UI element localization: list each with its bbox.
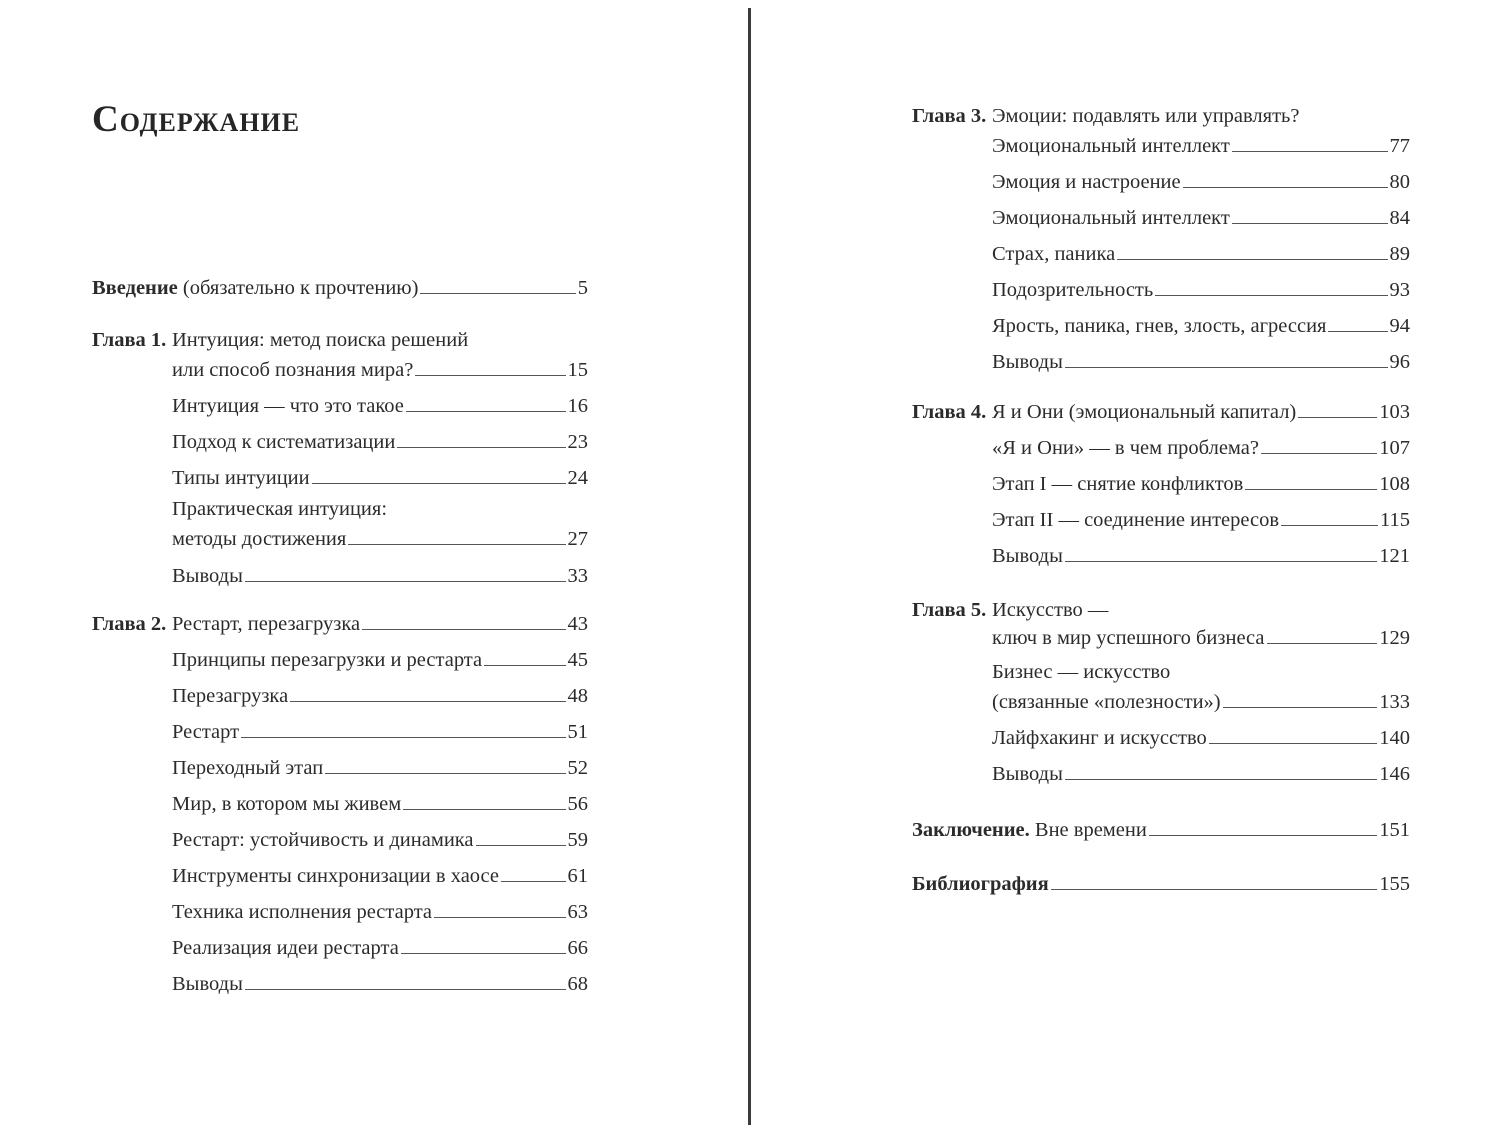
toc-entry[interactable]: Эмоциональный интеллект 84 <box>992 207 1410 229</box>
page-number: 108 <box>1379 473 1410 495</box>
page-number: 45 <box>567 649 588 671</box>
toc-entry[interactable]: Перезагрузка 48 <box>172 685 588 707</box>
page-number: 27 <box>567 528 588 550</box>
dot-leader <box>312 483 566 484</box>
toc-entry[interactable]: «Я и Они» — в чем проблема? 107 <box>992 437 1410 459</box>
chapter-title-line: Интуиция: метод поиска решений <box>172 329 469 351</box>
dot-leader <box>325 773 565 774</box>
page-number: 16 <box>567 395 588 417</box>
dot-leader <box>1065 367 1388 368</box>
chapter-title-line: Искусство — <box>992 599 1109 621</box>
dot-leader <box>1245 489 1377 490</box>
dot-leader <box>1328 331 1387 332</box>
page-number: 52 <box>567 757 588 779</box>
book-spine-divider <box>748 8 751 1125</box>
page-number: 5 <box>577 277 588 299</box>
dot-leader <box>245 989 566 990</box>
page-number: 43 <box>567 613 588 635</box>
dot-leader <box>401 953 566 954</box>
page-number: 68 <box>567 973 588 995</box>
dot-leader <box>245 581 566 582</box>
page-number: 59 <box>567 829 588 851</box>
toc-entry[interactable]: методы достижения 27 <box>172 528 588 550</box>
dot-leader <box>348 544 565 545</box>
toc-entry-bibliography[interactable]: Библиография 155 <box>912 873 1410 895</box>
dot-leader <box>1183 187 1388 188</box>
dot-leader <box>1232 223 1388 224</box>
toc-entry[interactable]: Страх, паника 89 <box>992 243 1410 265</box>
toc-entry[interactable]: Мир, в котором мы живем 56 <box>172 793 588 815</box>
dot-leader <box>1298 417 1377 418</box>
toc-entry-chapter-4[interactable]: Я и Они (эмоциональный капитал) 103 <box>992 401 1410 423</box>
toc-entry-line: Бизнес — искусство <box>992 661 1171 683</box>
toc-entry-label: Введение (обязательно к прочтению) <box>92 277 419 299</box>
page-number: 155 <box>1379 873 1410 895</box>
toc-entry-label: или способ познания мира? <box>172 359 414 381</box>
dot-leader <box>397 447 565 448</box>
toc-entry-chapter-1[interactable] <box>172 352 588 382</box>
toc-entry[interactable]: Выводы 121 <box>992 545 1410 567</box>
dot-leader <box>476 845 566 846</box>
page-number: 115 <box>1380 509 1410 531</box>
toc-entry[interactable]: Принципы перезагрузки и рестарта 45 <box>172 649 588 671</box>
toc-entry[interactable]: (связанные «полезности») 133 <box>992 691 1410 713</box>
page-number: 103 <box>1379 401 1410 423</box>
left-page <box>0 0 748 1125</box>
dot-leader <box>1232 151 1388 152</box>
page-title: Содержание <box>92 99 301 140</box>
page-number: 24 <box>567 467 588 489</box>
page-number: 129 <box>1379 627 1410 649</box>
toc-entry[interactable]: Подход к систематизации 23 <box>172 431 588 453</box>
page-number: 56 <box>567 793 588 815</box>
dot-leader <box>403 809 565 810</box>
toc-entry[interactable]: Реализация идеи рестарта 66 <box>172 937 588 959</box>
toc-entry-chapter-5[interactable]: ключ в мир успешного бизнеса 129 <box>992 627 1410 649</box>
page-number: 15 <box>567 359 588 381</box>
dot-leader <box>1261 453 1377 454</box>
dot-leader <box>415 375 565 376</box>
dot-leader <box>1155 295 1387 296</box>
toc-entry[interactable]: Этап I — снятие конфликтов 108 <box>992 473 1410 495</box>
toc-entry[interactable]: Выводы 146 <box>992 763 1410 785</box>
toc-entry-line: Практическая интуиция: <box>172 498 388 520</box>
chapter-prefix: Глава 3. <box>912 105 987 127</box>
dot-leader <box>1065 561 1377 562</box>
dot-leader <box>1051 889 1378 890</box>
toc-entry-conclusion[interactable]: Заключение. Вне времени 151 <box>912 819 1410 841</box>
page-number: 93 <box>1389 279 1410 301</box>
toc-entry[interactable]: Выводы 96 <box>992 351 1410 373</box>
dot-leader <box>501 881 566 882</box>
page-number: 80 <box>1389 171 1410 193</box>
page-number: 84 <box>1389 207 1410 229</box>
dot-leader <box>1223 707 1378 708</box>
page-number: 77 <box>1389 135 1410 157</box>
dot-leader <box>420 293 575 294</box>
toc-entry[interactable]: Выводы 68 <box>172 973 588 995</box>
toc-entry[interactable]: Подозрительность 93 <box>992 279 1410 301</box>
dot-leader <box>1117 259 1387 260</box>
toc-entry-introduction[interactable] <box>92 270 588 300</box>
toc-entry[interactable]: Рестарт: устойчивость и динамика 59 <box>172 829 588 851</box>
toc-entry[interactable]: Техника исполнения рестарта 63 <box>172 901 588 923</box>
right-page <box>752 0 1500 1125</box>
toc-entry-chapter-2[interactable]: Рестарт, перезагрузка 43 <box>172 613 588 635</box>
toc-entry[interactable]: Рестарт 51 <box>172 721 588 743</box>
toc-entry[interactable]: Лайфхакинг и искусство 140 <box>992 727 1410 749</box>
page-number: 89 <box>1389 243 1410 265</box>
toc-entry[interactable]: Эмоциональный интеллект 77 <box>992 135 1410 157</box>
page-number: 63 <box>567 901 588 923</box>
page-number: 23 <box>567 431 588 453</box>
toc-entry[interactable]: Эмоция и настроение 80 <box>992 171 1410 193</box>
page-number: 94 <box>1389 315 1410 337</box>
page-number: 107 <box>1379 437 1410 459</box>
page-number: 51 <box>567 721 588 743</box>
toc-entry[interactable]: Типы интуиции 24 <box>172 467 588 489</box>
page-number: 66 <box>567 937 588 959</box>
toc-entry[interactable]: Интуиция — что это такое 16 <box>172 395 588 417</box>
page-number: 146 <box>1379 763 1410 785</box>
dot-leader <box>1149 835 1377 836</box>
dot-leader <box>434 917 565 918</box>
dot-leader <box>1065 779 1377 780</box>
chapter-prefix: Глава 5. <box>912 599 987 621</box>
page-number: 133 <box>1379 691 1410 713</box>
chapter-prefix: Глава 4. <box>912 401 987 423</box>
dot-leader <box>1267 643 1378 644</box>
dot-leader <box>362 629 565 630</box>
dot-leader <box>241 737 565 738</box>
page-number: 121 <box>1379 545 1410 567</box>
chapter-title-line: Эмоции: подавлять или управлять? <box>992 105 1300 127</box>
chapter-prefix: Глава 1. <box>92 329 167 351</box>
page-number: 61 <box>567 865 588 887</box>
dot-leader <box>1281 525 1378 526</box>
chapter-prefix: Глава 2. <box>92 613 167 635</box>
dot-leader <box>1209 743 1377 744</box>
page-number: 33 <box>567 565 588 587</box>
dot-leader <box>484 665 565 666</box>
toc-entry[interactable]: Ярость, паника, гнев, злость, агрессия 94 <box>992 315 1410 337</box>
page-number: 140 <box>1379 727 1410 749</box>
toc-entry[interactable]: Инструменты синхронизации в хаосе 61 <box>172 865 588 887</box>
toc-entry[interactable]: Этап II — соединение интересов 115 <box>992 509 1410 531</box>
dot-leader <box>406 411 566 412</box>
page-number: 96 <box>1389 351 1410 373</box>
page-number: 48 <box>567 685 588 707</box>
toc-entry[interactable]: Выводы 33 <box>172 565 588 587</box>
page-number: 151 <box>1379 819 1410 841</box>
toc-entry[interactable]: Переходный этап 52 <box>172 757 588 779</box>
dot-leader <box>290 701 565 702</box>
